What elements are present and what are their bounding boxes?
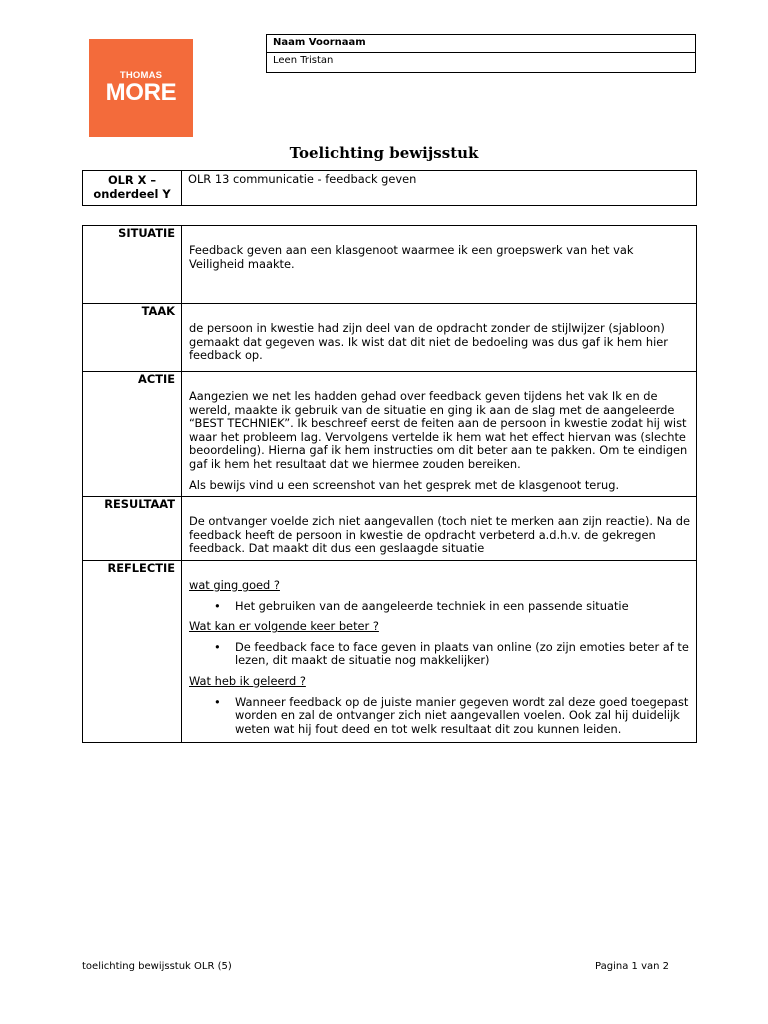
taak-text: de persoon in kwestie had zijn deel van de opdracht zonder de stijlwijzer (sjabloon) gemaakt dat gegeven was. Ik wist dat dit niet de bedoeling was dus gaf ik hem hier feedback op. (189, 321, 668, 363)
logo-line-1: THOMAS (119, 70, 163, 81)
name-label: Naam Voornaam (267, 35, 695, 53)
star-table (82, 225, 697, 743)
reflectie-bullet-1 (189, 600, 690, 614)
bullet-icon: • (214, 694, 221, 709)
resultaat-label: RESULTAAT (83, 497, 182, 561)
reflectie-answer-3: Wanneer feedback op de juiste manier gegeven wordt zal deze goed toegepast worden en zal de ontvanger zich niet aangevallen voelen. Ook zal hij duidelijk weten wat hij fout deed en tot welk resultaat dit zou kunnen leiden. (235, 694, 689, 736)
actie-label: ACTIE (83, 372, 182, 497)
taak-content (182, 304, 697, 372)
olr-value: OLR 13 communicatie - feedback geven (182, 171, 697, 206)
actie-text-1: Aangezien we net les hadden gehad over feedback geven tijdens het vak Ik en de wereld, maakte ik gebruik van de situatie en ging ik aan de slag met de aangeleerde “BEST TECHNIEK”. Ik beschreef eerst de feiten aan de persoon in kwestie zodat hij wist waar het probleem lag. Vervolgens vertelde ik hem wat het effect hiervan was (slechte beoordeling). Hierna gaf ik hem instructies om dit beter aan te pakken. Om te eindigen gaf ik hem het resultaat dat we hiermee zouden bereiken. (189, 389, 688, 471)
name-value: Leen Tristan (273, 55, 334, 66)
reflectie-content (182, 560, 697, 742)
row-resultaat (83, 497, 697, 561)
reflectie-label: REFLECTIE (83, 560, 182, 742)
olr-row (83, 171, 697, 206)
actie-content (182, 372, 697, 497)
resultaat-text: De ontvanger voelde zich niet aangevallen (toch niet te merken aan zijn reactie). Na de feedback heeft de persoon in kwestie de opdracht verbeterd a.d.h.v. de gekregen feedback. Dat maakt dit dus een geslaagde situatie (189, 514, 691, 556)
situatie-text: Feedback geven aan een klasgenoot waarmee ik een groepswerk van het vak Veiligheid maakte. (189, 243, 634, 271)
logo-line-2: MORE (105, 79, 177, 106)
situatie-label: SITUATIE (83, 226, 182, 304)
footer-left: toelichting bewijsstuk OLR (5) (82, 961, 232, 972)
reflectie-question-1: wat ging goed ? (189, 577, 280, 592)
row-reflectie (83, 560, 697, 742)
reflectie-bullet-2 (189, 641, 690, 668)
reflectie-answer-2: De feedback face to face geven in plaats van online (zo zijn emoties beter af te lezen, dit maakt de situatie nog makkelijker) (235, 639, 689, 668)
footer-right: Pagina 1 van 2 (595, 961, 669, 972)
bullet-icon: • (214, 639, 221, 654)
reflectie-bullet-3 (189, 696, 690, 737)
resultaat-content (182, 497, 697, 561)
page-title: Toelichting bewijsstuk (289, 144, 479, 162)
situatie-content (182, 226, 697, 304)
reflectie-question-3: Wat heb ik geleerd ? (189, 673, 306, 688)
actie-text-2: Als bewijs vind u een screenshot van het gesprek met de klasgenoot terug. (189, 477, 620, 492)
olr-table (82, 170, 697, 206)
bullet-icon: • (214, 598, 221, 613)
row-actie (83, 372, 697, 497)
name-box (266, 34, 696, 73)
olr-label: OLR X – onderdeel Y (83, 171, 182, 206)
reflectie-answer-1: Het gebruiken van de aangeleerde techniek in een passende situatie (235, 598, 629, 613)
row-taak (83, 304, 697, 372)
thomas-more-logo (89, 39, 193, 137)
taak-label: TAAK (83, 304, 182, 372)
reflectie-question-2: Wat kan er volgende keer beter ? (189, 619, 379, 634)
row-situatie (83, 226, 697, 304)
